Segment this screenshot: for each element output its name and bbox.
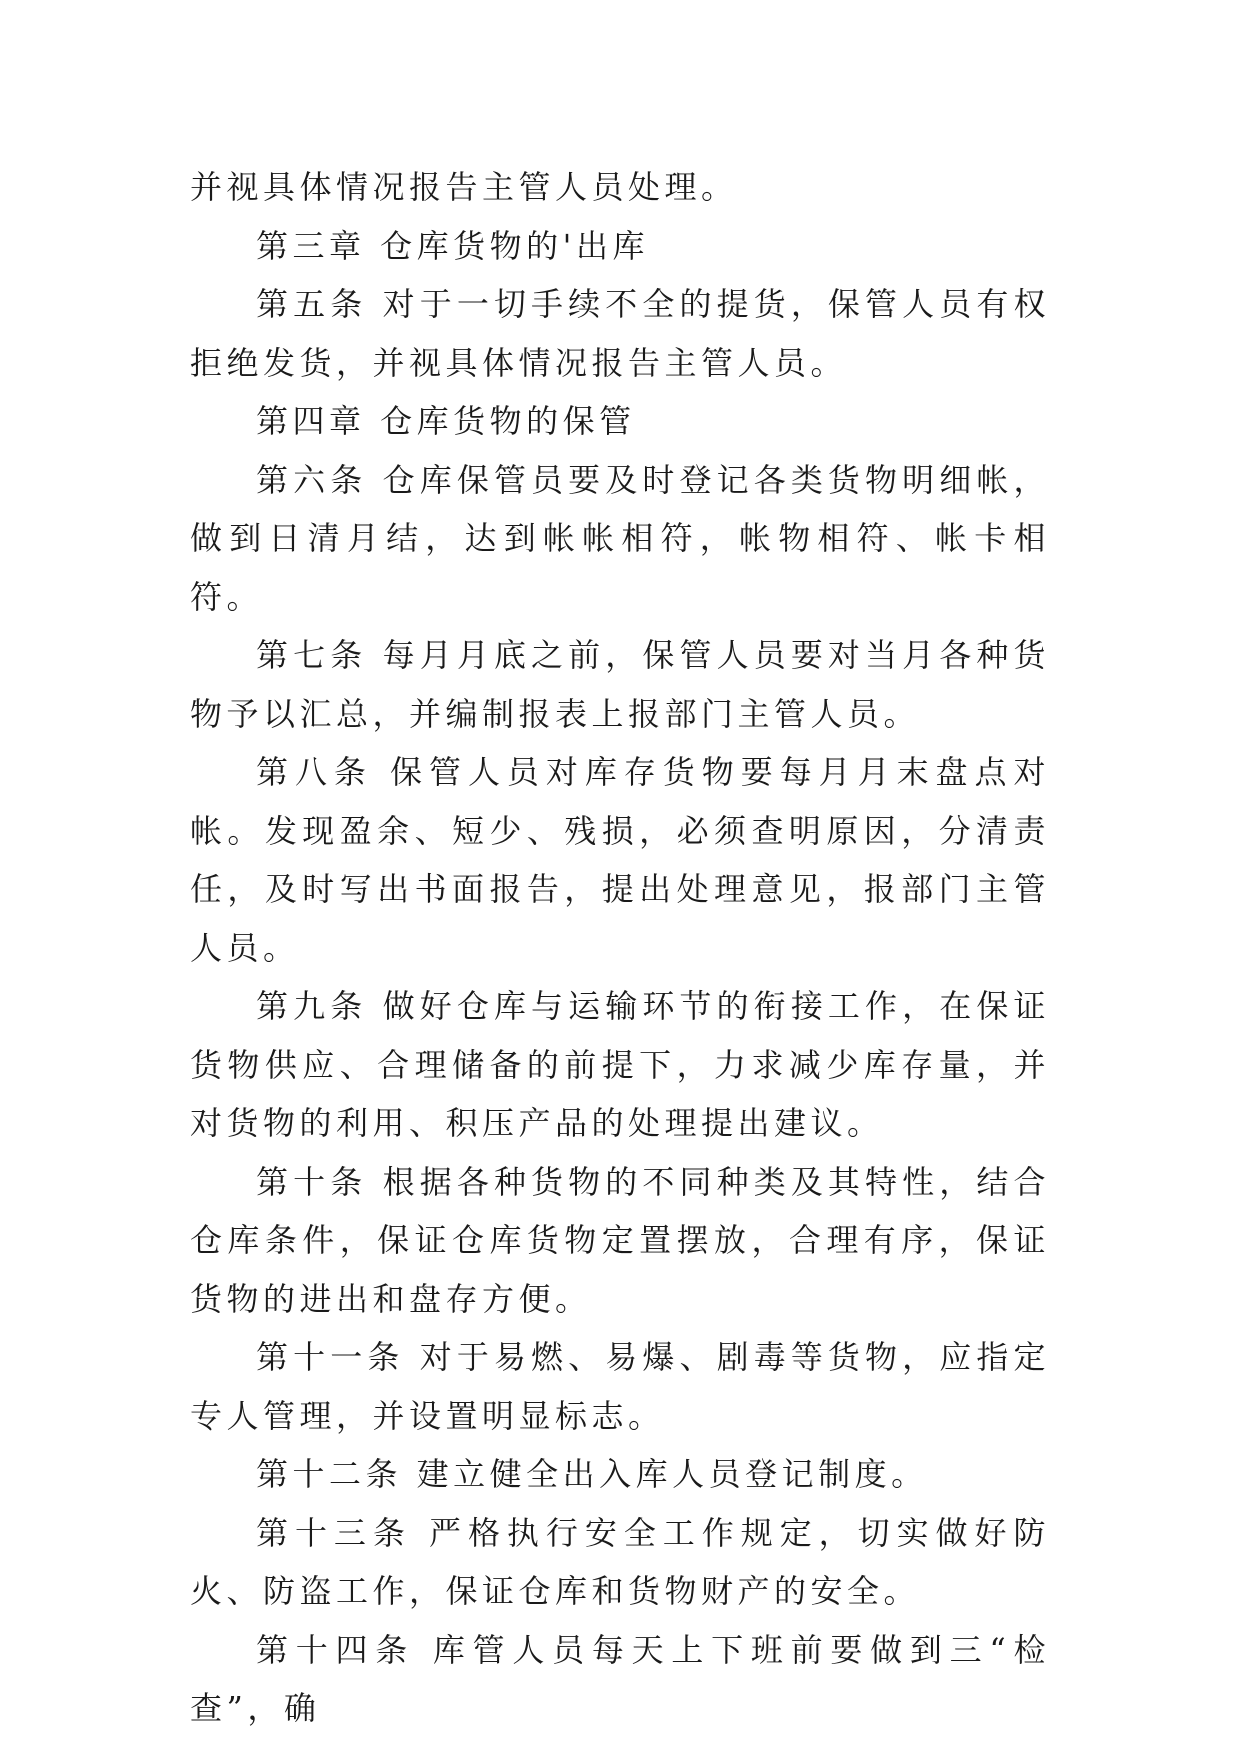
article-8: 第八条 保管人员对库存货物要每月月末盘点对帐。发现盈余、短少、残损，必须查明原因，分清责任，及时写出书面报告，提出处理意见，报部门主管人员。 [190,753,1050,967]
article-7: 第七条 每月月底之前，保管人员要对当月各种货物予以汇总，并编制报表上报部门主管人员。 [190,636,1050,733]
article-12: 第十二条 建立健全出入库人员登记制度。 [256,1455,928,1493]
article-5: 第五条 对于一切手续不全的提货，保管人员有权拒绝发货，并视具体情况报告主管人员。 [190,285,1050,382]
article-13: 第十三条 严格执行安全工作规定，切实做好防火、防盗工作，保证仓库和货物财产的安全。 [190,1513,1050,1610]
chapter-4-heading: 第四章 仓库货物的保管 [256,402,636,440]
paragraph-continuation: 并视具体情况报告主管人员处理。 [190,168,738,206]
article-14: 第十四条 库管人员每天上下班前要做到三“检查”，确 [190,1630,1050,1727]
article-11: 第十一条 对于易燃、易爆、剧毒等货物，应指定专人管理，并设置明显标志。 [190,1338,1050,1435]
document-body [190,158,1050,1738]
article-10: 第十条 根据各种货物的不同种类及其特性，结合仓库条件，保证仓库货物定置摆放，合理有序，保证货物的进出和盘存方便。 [190,1162,1050,1318]
article-9: 第九条 做好仓库与运输环节的衔接工作，在保证货物供应、合理储备的前提下，力求减少库存量，并对货物的利用、积压产品的处理提出建议。 [190,987,1050,1142]
chapter-3-heading: 第三章 仓库货物的'出库 [256,226,649,265]
article-6: 第六条 仓库保管员要及时登记各类货物明细帐，做到日清月结，达到帐帐相符，帐物相符、帐卡相符。 [190,460,1050,616]
